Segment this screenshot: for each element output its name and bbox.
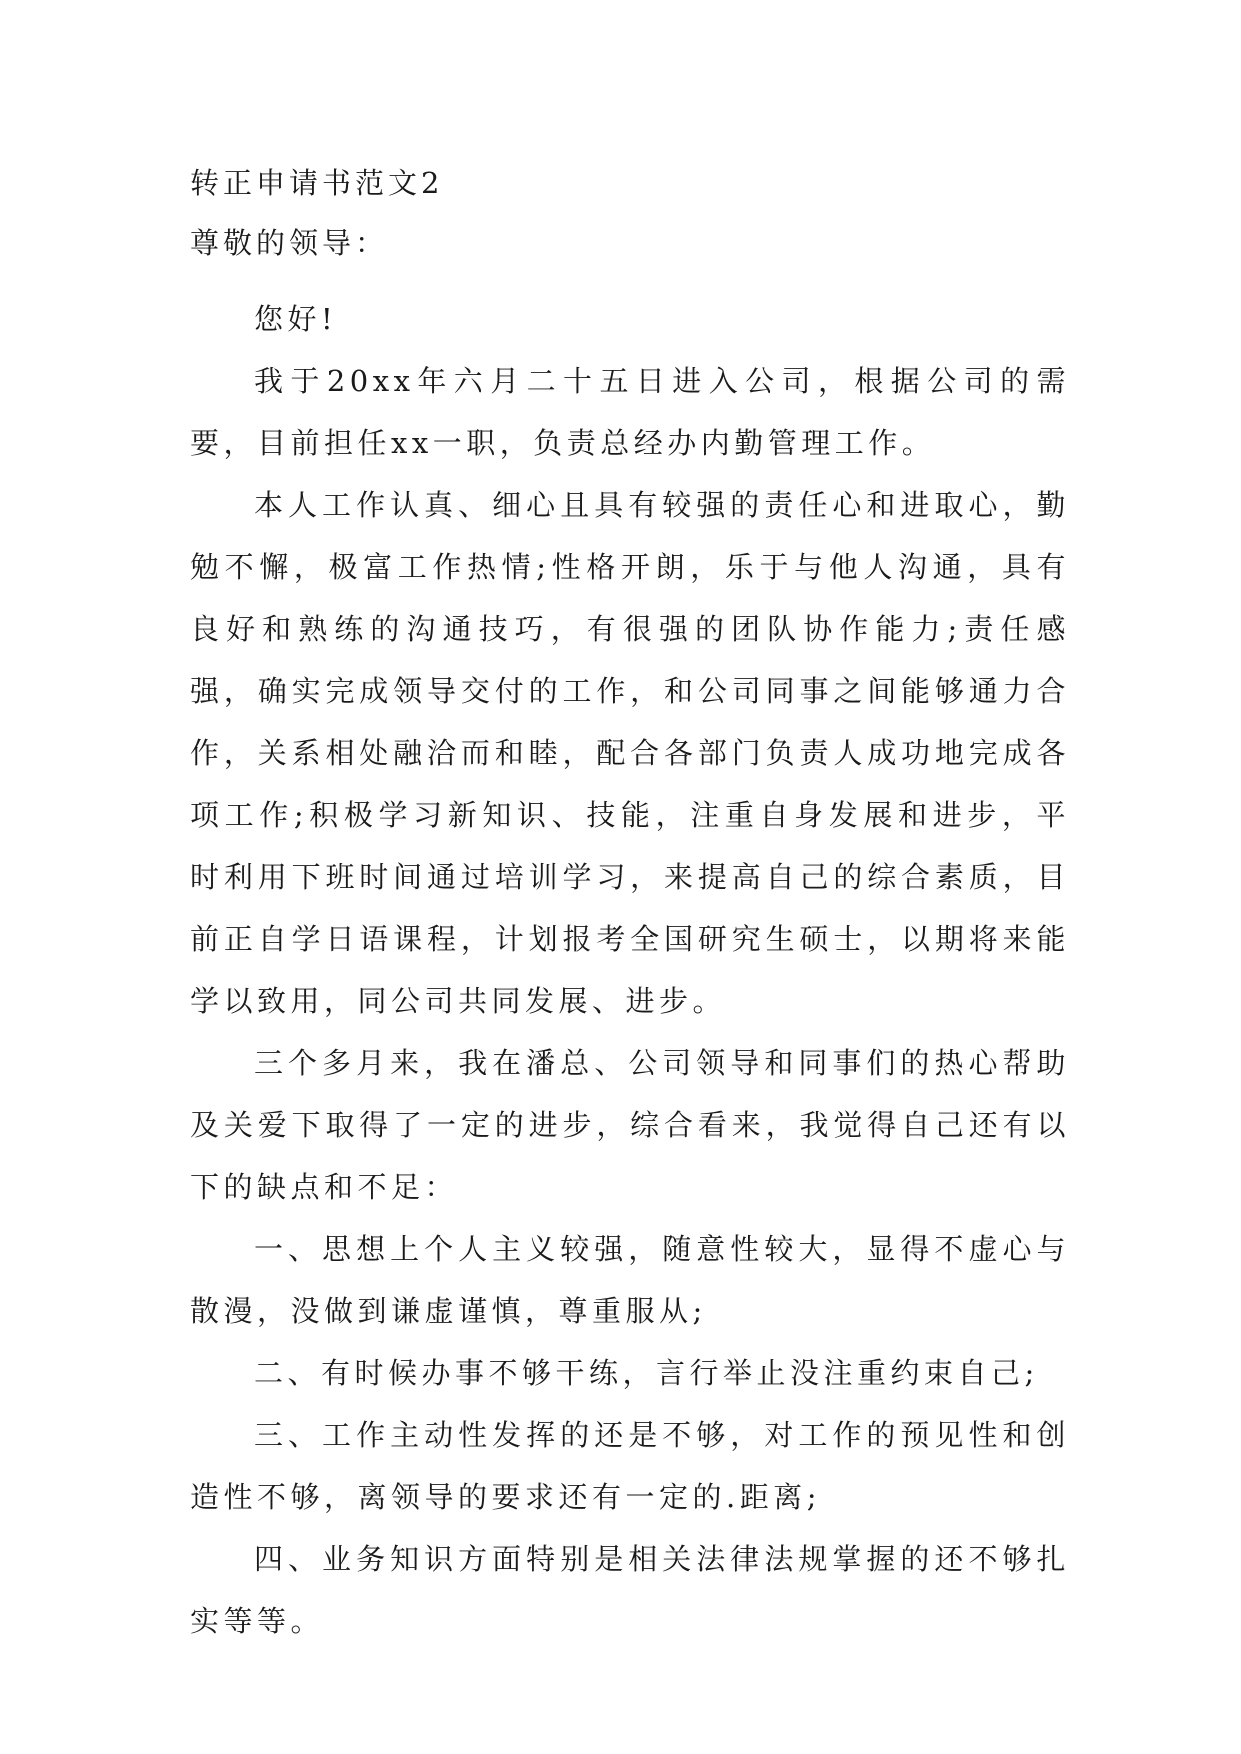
paragraph-shortcoming-1: 一、思想上个人主义较强，随意性较大，显得不虚心与散漫，没做到谦虚谨慎，尊重服从; [190, 1232, 1070, 1328]
paragraph-shortcoming-3: 三、工作主动性发挥的还是不够，对工作的预见性和创造性不够，离领导的要求还有一定的.距离; [190, 1418, 1070, 1514]
paragraph-self-evaluation: 本人工作认真、细心且具有较强的责任心和进取心，勤勉不懈，极富工作热情;性格开朗，乐于与他人沟通，具有良好和熟练的沟通技巧，有很强的团队协作能力;责任感强，确实完成领导交付的工作，和公司同事之间能够通力合作，关系相处融洽而和睦，配合各部门负责人成功地完成各项工作;积极学习新知识、技能，注重自身发展和进步，平时利用下班时间通过培训学习，来提高自己的综合素质，目前正自学日语课程，计划报考全国研究生硕士，以期将来能学以致用，同公司共同发展、进步。 [190, 488, 1070, 1018]
paragraph-intro: 我于20xx年六月二十五日进入公司，根据公司的需要，目前担任xx一职，负责总经办内勤管理工作。 [190, 364, 1070, 460]
paragraph-shortcoming-4: 四、业务知识方面特别是相关法律法规掌握的还不够扎实等等。 [190, 1542, 1070, 1638]
salutation: 尊敬的领导： [190, 226, 389, 260]
paragraph-shortcomings-intro: 三个多月来，我在潘总、公司领导和同事们的热心帮助及关爱下取得了一定的进步，综合看来，我觉得自己还有以下的缺点和不足： [190, 1046, 1070, 1204]
document-body [190, 288, 1070, 1652]
paragraph-shortcoming-2: 二、有时候办事不够干练，言行举止没注重约束自己; [254, 1356, 1039, 1390]
document-title: 转正申请书范文2 [190, 166, 444, 200]
paragraph-greeting: 您好! [254, 302, 338, 336]
